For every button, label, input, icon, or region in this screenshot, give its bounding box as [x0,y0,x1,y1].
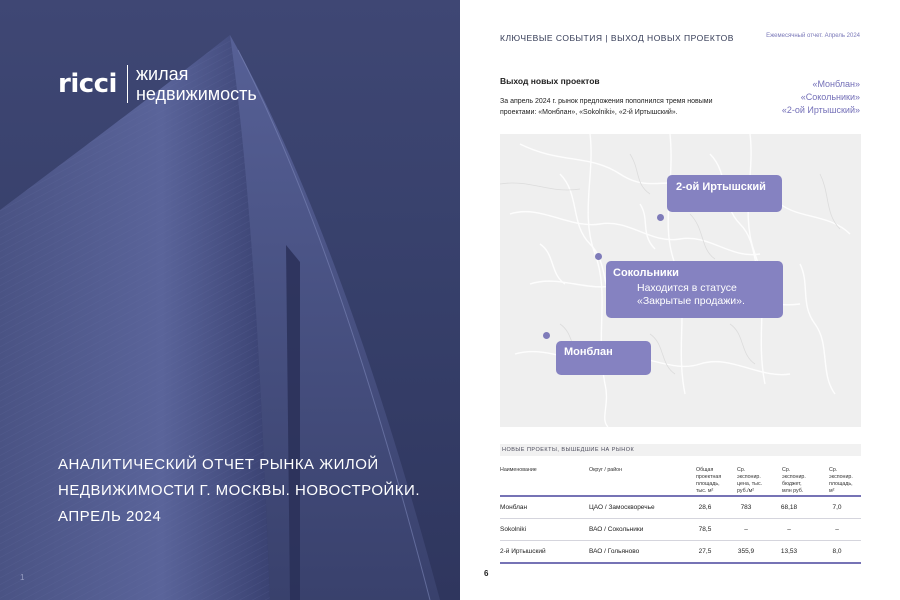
table-caption: НОВЫЕ ПРОЕКТЫ, ВЫШЕДШИЕ НА РЫНОК [500,444,861,456]
cell-area: 27,5 [698,548,712,555]
map-pin-sokolniki [595,253,602,260]
callout-sokolniki-subtitle-1: Находится в статусе [637,282,737,294]
cell-area: 28,6 [698,504,712,511]
col-header-area: Общая проектная площадь, тыс. м² [696,467,722,494]
callout-sokolniki-subtitle-2: «Закрытые продажи». [637,295,745,307]
logo-line-1: жилая [135,64,189,84]
report-label: Ежемесячный отчет. Апрель 2024 [766,33,860,39]
table-row [500,519,861,541]
page-header: КЛЮЧЕВЫЕ СОБЫТИЯ | ВЫХОД НОВЫХ ПРОЕКТОВ [500,33,734,43]
cell-price: – [744,526,748,533]
cell-name: 2-й Иртышский [500,548,546,555]
cell-unit-area: – [835,526,839,533]
section-text: За апрель 2024 г. рынок предложения пополнился тремя новыми проектами: «Монблан», «Sokolniki», «2-й Иртышский». [500,98,713,116]
callout-sokolniki-title: Сокольники [613,267,679,279]
table-row [500,541,861,564]
cell-price: 783 [740,504,752,511]
table-row [500,497,861,519]
col-header-unit-area: Ср. экспонир. площадь, м² [829,467,853,494]
cell-price: 355,9 [737,548,755,555]
cell-unit-area: 8,0 [832,548,842,555]
page-number-right: 6 [484,569,489,578]
cell-budget: – [787,526,791,533]
callout-sokolniki [606,261,783,318]
cell-area: 78,5 [698,526,712,533]
page-number-left: 1 [20,573,25,582]
cell-name: Sokolniki [500,526,527,533]
cell-unit-area: 7,0 [832,504,842,511]
col-header-district: Округ / район [589,467,623,473]
logo-divider [127,65,128,103]
cell-budget: 68,18 [780,504,798,511]
callout-montblanc-title: Монблан [564,346,613,358]
cell-district: ЦАО / Замоскворечье [589,504,655,511]
col-header-name: Наименование [500,467,537,473]
district-map [500,134,861,427]
cover-title-line-3: АПРЕЛЬ 2024 [58,508,162,525]
cover-title-line-2: НЕДВИЖИМОСТИ Г. МОСКВЫ. НОВОСТРОЙКИ. [58,482,420,499]
logo-mark: ricci [58,69,117,99]
callout-irtyshsky [667,175,782,212]
cell-district: ВАО / Сокольники [589,526,644,533]
project-name-sokolniki: «Сокольники» [800,92,860,102]
project-name-irtyshsky: «2-ой Иртышский» [781,105,860,115]
col-header-price: Ср. экспонир. цена, тыс. руб./м² [737,467,763,494]
cell-district: ВАО / Гольяново [589,548,640,555]
project-names [782,78,860,117]
map-pin-montblanc [543,332,550,339]
map-pin-irtyshsky [657,214,664,221]
callout-montblanc [556,341,651,375]
table-header-row [500,463,861,497]
logo-text [136,64,257,104]
section-title: Выход новых проектов [500,76,600,86]
content-page [460,0,900,600]
col-header-budget: Ср. экспонир. бюджет, млн руб. [782,467,806,494]
project-name-montblanc: «Монблан» [812,79,860,89]
brand-logo [58,64,257,104]
new-projects-table [500,463,861,564]
logo-line-2: недвижимость [135,84,257,104]
cover-title [58,452,438,530]
cell-budget: 13,53 [780,548,798,555]
callout-irtyshsky-title: 2-ой Иртышский [676,181,766,193]
cover-title-line-1: АНАЛИТИЧЕСКИЙ ОТЧЕТ РЫНКА ЖИЛОЙ [58,456,379,473]
cell-name: Монблан [500,504,528,511]
